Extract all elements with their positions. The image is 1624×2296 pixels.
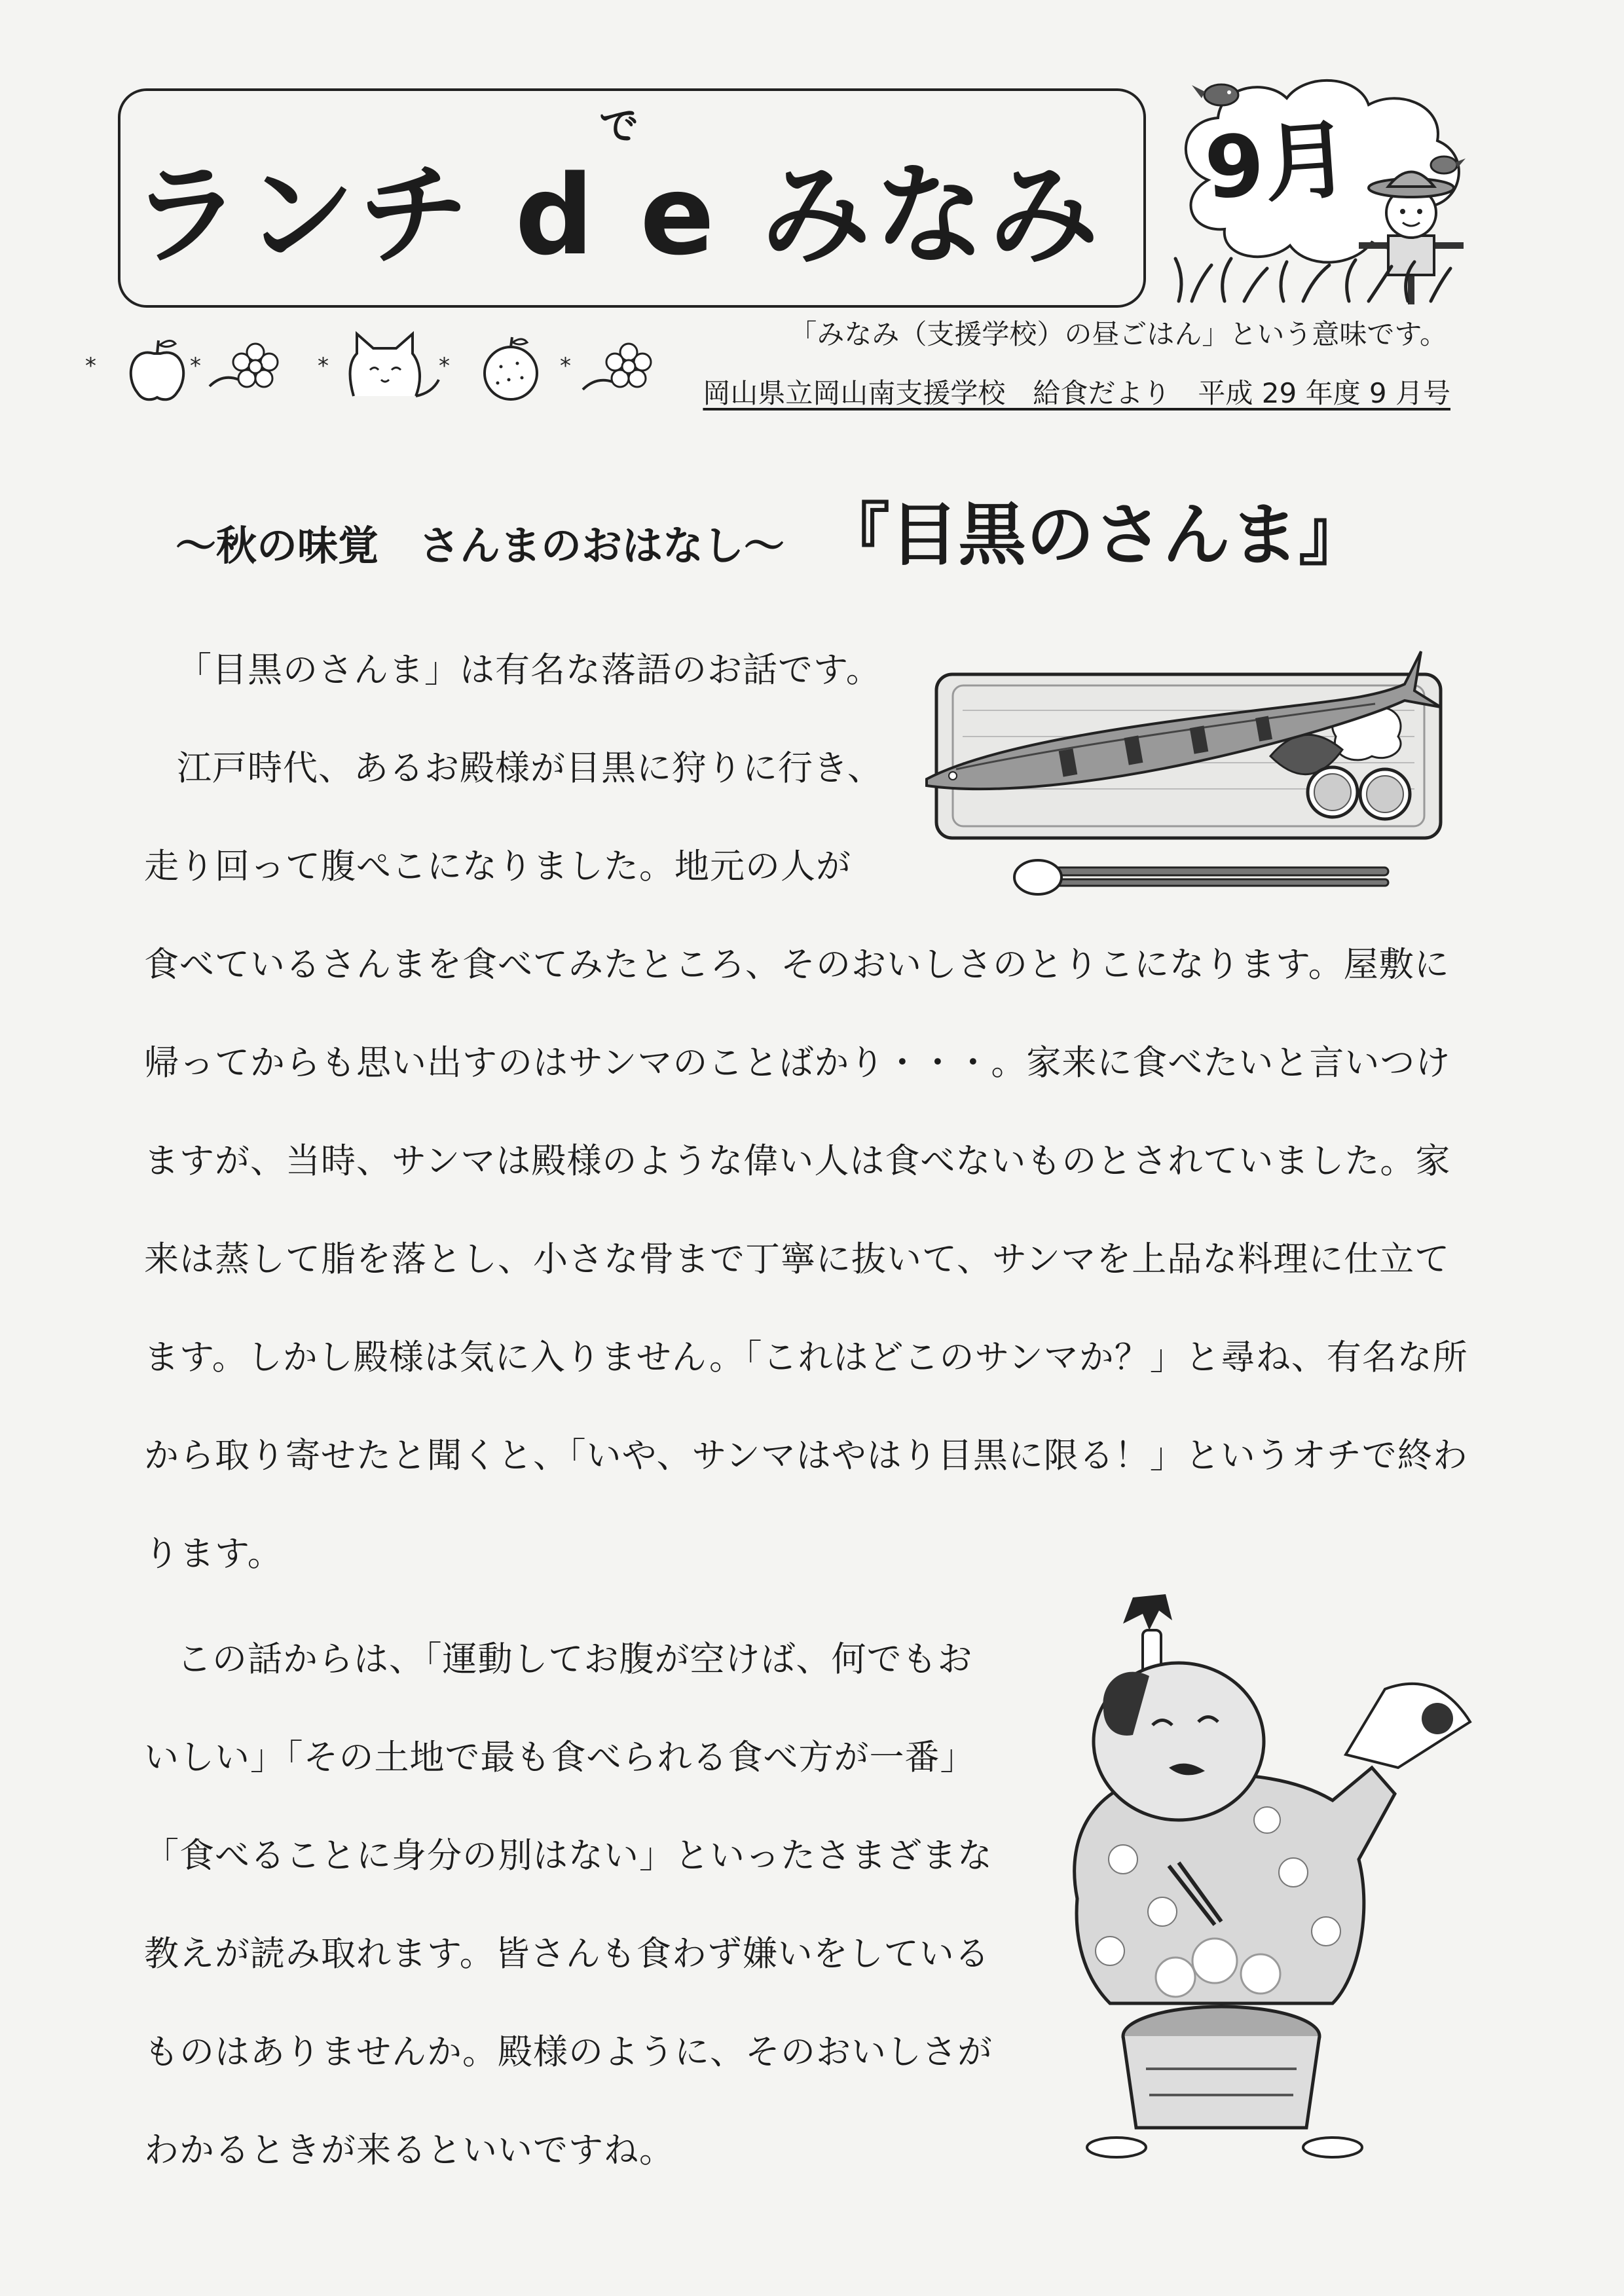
body-line: ります。	[144, 1534, 283, 1574]
svg-text:*: *	[439, 353, 450, 379]
article-subheading: ～秋の味覚 さんまのおはなし～	[175, 522, 785, 570]
month-label: 9月	[1201, 109, 1353, 219]
article-heading: 『目黒のさんま』	[822, 495, 1367, 575]
title-ruby: で	[599, 103, 638, 149]
grass-icon	[1172, 252, 1454, 304]
body-line: 教えが読み取れます。皆さんも食わず嫌いをしている	[144, 1934, 990, 1974]
flower-icon	[210, 344, 278, 387]
apple-icon	[131, 340, 183, 399]
newsletter-title: ランチ d e みなみ	[131, 151, 1103, 280]
body-line: 「目黒のさんま」は有名な落語のお話です。	[177, 650, 881, 690]
svg-text:*: *	[560, 353, 571, 379]
svg-text:*: *	[318, 353, 329, 379]
body-line: いしい」「その土地で最も食べられる食べ方が一番」	[144, 1738, 976, 1777]
grilled-saury-illustration	[917, 645, 1454, 920]
body-line: 江戸時代、あるお殿様が目黒に狩りに行き、	[177, 748, 883, 788]
svg-text:*: *	[85, 353, 96, 379]
decoration-row	[85, 324, 674, 409]
lord-eating-illustration	[1018, 1584, 1509, 2160]
title-meaning: 「みなみ（支援学校）の昼ごはん」という意味です。	[789, 318, 1447, 350]
body-line: ます。しかし殿様は気に入りません。「これはどこのサンマか？」と尋ね、有名な所	[144, 1338, 1468, 1377]
flower-icon	[583, 344, 651, 390]
body-line: から取り寄せたと聞くと、「いや、サンマはやはり目黒に限る！」というオチで終わ	[144, 1436, 1468, 1476]
body-line: この話からは、「運動してお腹が空けば、何でもお	[177, 1639, 973, 1679]
body-line: 食べているさんまを食べてみたところ、そのおいしさのとりこになります。屋敷に	[144, 945, 1450, 985]
body-line: わかるときが来るといいですね。	[144, 2130, 674, 2170]
body-line: 走り回って腹ぺこになりました。地元の人が	[144, 847, 851, 886]
cat-icon	[350, 334, 439, 396]
body-line: 帰ってからも思い出すのはサンマのことばかり・・・。家来に食べたいと言いつけ	[144, 1043, 1451, 1083]
svg-text:*: *	[190, 353, 201, 379]
school-info: 岡山県立岡山南支援学校 給食だより 平成 29 年度 9 月号	[703, 377, 1450, 409]
body-line: 来は蒸して脂を落とし、小さな骨まで丁寧に抜いて、サンマを上品な料理に仕立て	[144, 1239, 1450, 1279]
body-line: ますが、当時、サンマは殿様のような偉い人は食べないものとされていました。家	[144, 1141, 1451, 1181]
body-line: ものはありませんか。殿様のように、そのおいしさが	[144, 2032, 993, 2072]
pear-icon	[485, 337, 537, 399]
body-line: 「食べることに身分の別はない」といったさまざまな	[144, 1836, 993, 1876]
